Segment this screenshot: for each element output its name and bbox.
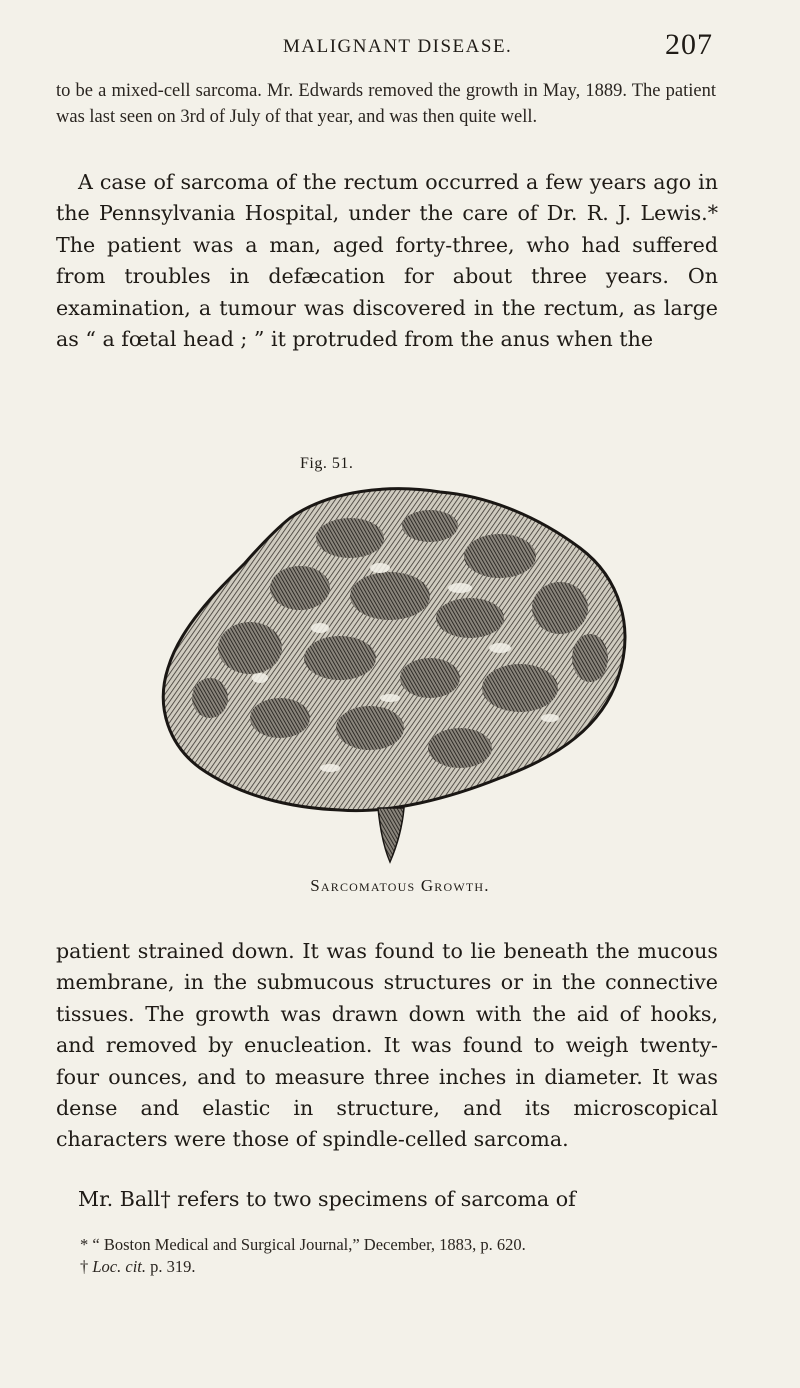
running-head: MALIGNANT DISEASE. bbox=[283, 36, 513, 57]
page-header bbox=[0, 28, 800, 68]
page-number: 207 bbox=[665, 28, 713, 61]
body-paragraph-3: Mr. Ball† refers to two specimens of sarcoma of bbox=[78, 1187, 576, 1211]
sarcomatous-growth-illustration bbox=[140, 478, 640, 864]
body-paragraph-1: A case of sarcoma of the rectum occurred a few years ago in the Pennsylvania Hospital, under the care of Dr. R. J. Lewis.* The patient was a man, aged forty-three, who had suffered from troubles in defæcation for about three years. On examination, a tumour was discovered in the rectum, as large as “ a fœtal head ; ” it protruded from the anus when the bbox=[56, 170, 718, 352]
figure-caption: Sarcomatous Growth. bbox=[310, 876, 490, 895]
footnote-2-mark: † bbox=[80, 1257, 93, 1276]
body-paragraph-2: patient strained down. It was found to lie beneath the mucous membrane, in the submucous structures or in the connective tissues. The growth was drawn down with the aid of hooks, and removed by enucleation. It was found to weigh twenty-four ounces, and to measure three inches in diameter. It was dense and elastic in structure, and its microscopical characters were those of spindle-celled sarcoma. bbox=[56, 939, 718, 1152]
tumour-stalk bbox=[378, 808, 404, 862]
footnotes bbox=[80, 1234, 720, 1278]
tumour-figure bbox=[140, 478, 640, 864]
continuation-paragraph: to be a mixed-cell sarcoma. Mr. Edwards removed the growth in May, 1889. The patient was last seen on 3rd of July of that year, and was then quite well. bbox=[56, 81, 716, 127]
footnote-2-page: p. 319. bbox=[146, 1257, 196, 1276]
figure-label: Fig. 51. bbox=[300, 455, 354, 472]
footnote-2-loc-cit: Loc. cit. bbox=[92, 1257, 146, 1276]
footnote-1: * “ Boston Medical and Surgical Journal,” December, 1883, p. 620. bbox=[80, 1235, 526, 1254]
footnote-2 bbox=[80, 1256, 720, 1278]
